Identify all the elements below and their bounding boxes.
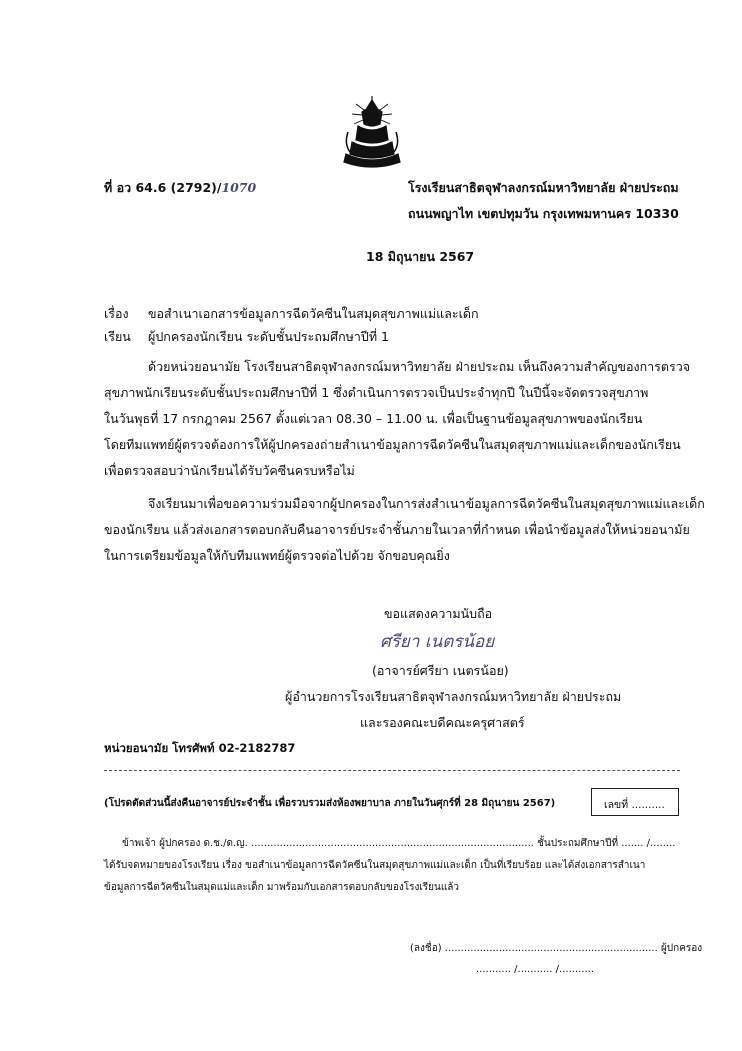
signer-position: ผู้อำนวยการโรงเรียนสาธิตจุฬาลงกรณ์มหาวิทยาลัย ฝ่ายประถม: [285, 689, 622, 704]
subject-label: เรื่อง: [104, 306, 129, 321]
school-address: ถนนพญาไท เขตปทุมวัน กรุงเทพมหานคร 10330: [408, 206, 679, 221]
reference-handwritten: 1070: [221, 180, 257, 195]
school-emblem-icon: [340, 94, 404, 172]
letter-date: 18 มิถุนายน 2567: [366, 249, 475, 264]
reply-line-1: ข้าพเจ้า ผู้ปกครอง ด.ช./ด.ญ. ......................................................................................... ชั้นประถมศึกษาปีที่ ....... /........: [122, 838, 676, 849]
para1-line: สุขภาพนักเรียนระดับชั้นประถมศึกษาปีที่ 1 ซึ่งดำเนินการตรวจเป็นประจำทุกปี ในปีนี้จะจัดตรวจสุขภาพ: [104, 385, 649, 400]
para2-line: จึงเรียนมาเพื่อขอความร่วมมือจากผู้ปกครองในการส่งสำเนาข้อมูลการฉีดวัคซีนในสมุดสุขภาพแม่และเด็ก: [148, 496, 705, 511]
signer-name: (อาจารย์ศรียา เนตรน้อย): [372, 663, 509, 678]
reply-instruction: (โปรดตัดส่วนนี้ส่งคืนอาจารย์ประจำชั้น เพื่อรวบรวมส่งห้องพยาบาล ภายในวันศุกร์ที่ 28 มิถุนายน 2567): [104, 798, 556, 809]
para2-line: ของนักเรียน แล้วส่งเอกสารตอบกลับคืนอาจารย์ประจำชั้นภายในเวลาที่กำหนด เพื่อนำข้อมูลส่งให้หน่วยอนามัย: [104, 522, 690, 537]
number-box[interactable]: [591, 788, 679, 816]
recipient-label: เรียน: [104, 329, 131, 344]
para1-line: เพื่อตรวจสอบว่านักเรียนได้รับวัคซีนครบหรือไม่: [104, 463, 355, 478]
reference-number: [104, 178, 256, 198]
para1-line: โดยทีมแพทย์ผู้ตรวจต้องการให้ผู้ปกครองถ่ายสำเนาข้อมูลการฉีดวัคซีนในสมุดสุขภาพแม่และเด็กของนักเรียน: [104, 437, 681, 452]
closing-salutation: ขอแสดงความนับถือ: [384, 606, 493, 621]
number-box-label: เลขที่ ..........: [604, 799, 665, 811]
recipient-text: ผู้ปกครองนักเรียน ระดับชั้นประถมศึกษาปีที่ 1: [148, 329, 389, 344]
signer-position-2: และรองคณะบดีคณะครุศาสตร์: [360, 715, 525, 730]
reply-line-2: ได้รับจดหมายของโรงเรียน เรื่อง ขอสำเนาข้อมูลการฉีดวัคซีนในสมุดสุขภาพแม่และเด็ก เป็นที่เรียบร้อย และได้ส่งเอกสารสำเนา: [104, 860, 646, 871]
contact-info: หน่วยอนามัย โทรศัพท์ 02-2182787: [104, 741, 296, 755]
reply-sign-line[interactable]: (ลงชื่อ) ................................................................... ผู้ปกครอง: [410, 943, 703, 954]
cut-line-divider: [104, 770, 680, 771]
school-name: โรงเรียนสาธิตจุฬาลงกรณ์มหาวิทยาลัย ฝ่ายประถม: [408, 180, 679, 195]
reference-text: ที่ อว 64.6 (2792)/: [104, 180, 222, 195]
para1-line: ในวันพุธที่ 17 กรกฎาคม 2567 ตั้งแต่เวลา 08.30 – 11.00 น. เพื่อเป็นฐานข้อมูลสุขภาพของนักเรียน: [104, 411, 643, 426]
para1-line: ด้วยหน่วยอนามัย โรงเรียนสาธิตจุฬาลงกรณ์มหาวิทยาลัย ฝ่ายประถม เห็นถึงความสำคัญของการตรวจ: [148, 359, 691, 374]
subject-text: ขอสำเนาเอกสารข้อมูลการฉีดวัคซีนในสมุดสุขภาพแม่และเด็ก: [148, 306, 479, 321]
signature: ศรียา เนตรน้อย: [380, 632, 495, 652]
reply-line-3: ข้อมูลการฉีดวัคซีนในสมุดแม่และเด็ก มาพร้อมกับเอกสารตอบกลับของโรงเรียนแล้ว: [104, 882, 460, 893]
reply-date-line[interactable]: ........... /........... /...........: [476, 964, 594, 975]
para2-line: ในการเตรียมข้อมูลให้กับทีมแพทย์ผู้ตรวจต่อไปด้วย จักขอบคุณยิ่ง: [104, 548, 450, 563]
